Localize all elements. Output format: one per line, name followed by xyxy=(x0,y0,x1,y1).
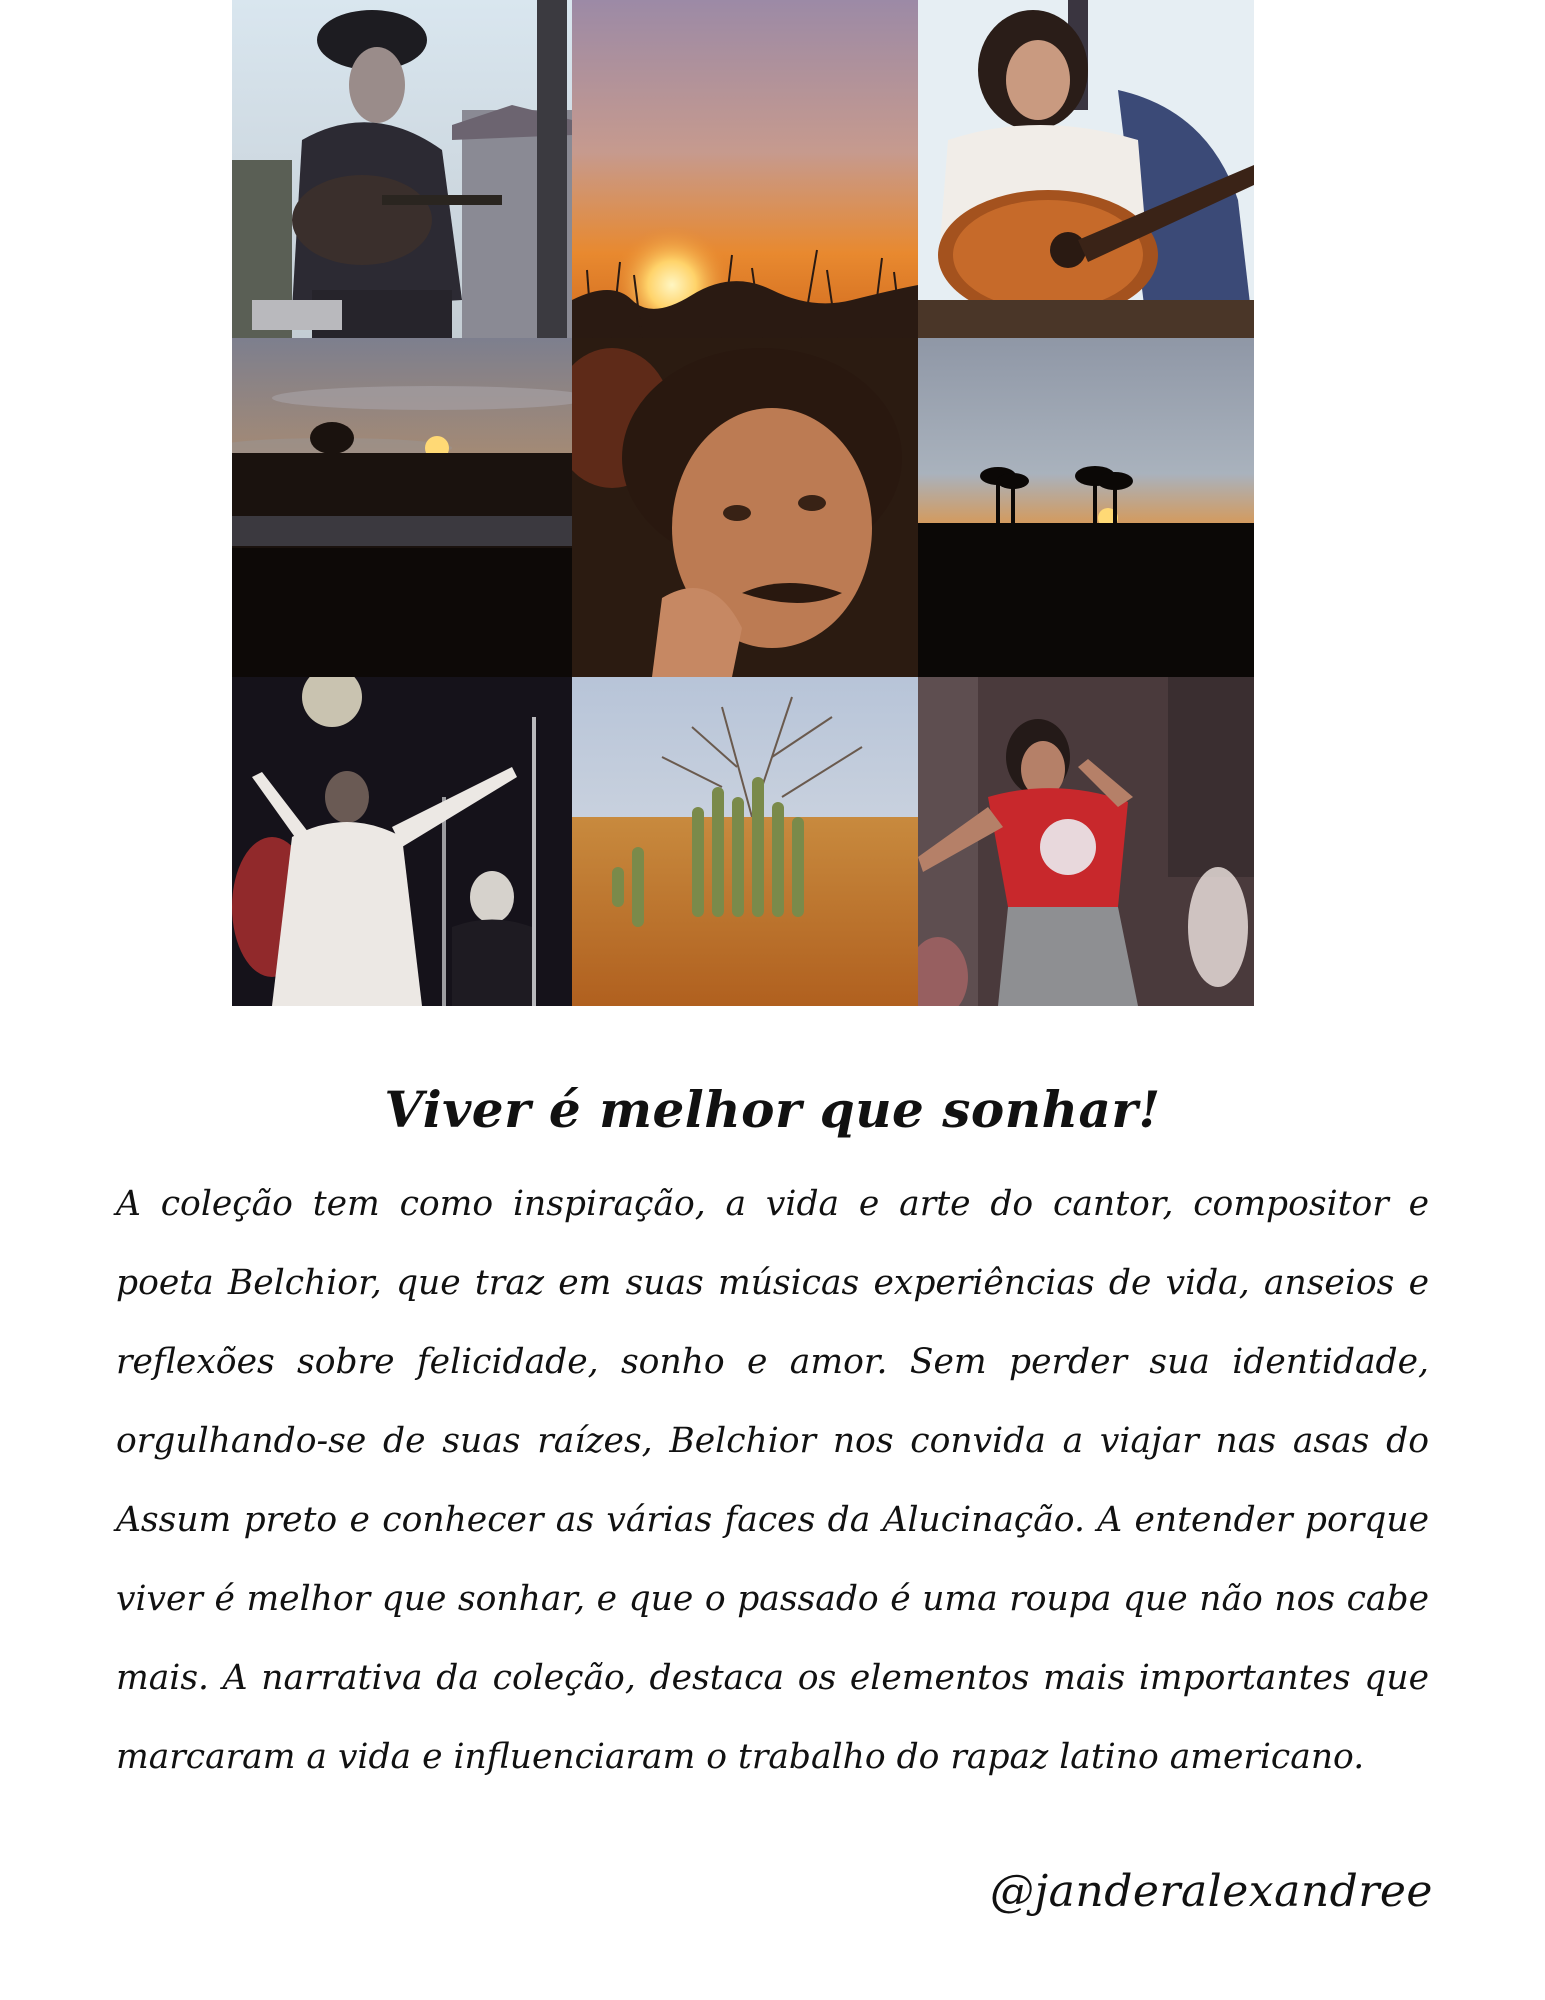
photo-sunset-palms xyxy=(918,338,1254,677)
photo-sunset-grass xyxy=(572,0,918,338)
photo-singer-red-shirt xyxy=(918,677,1254,1006)
photo-stage-performance xyxy=(232,677,572,1006)
photo-musician-portrait xyxy=(572,338,918,677)
photo-musician-guitar-denim xyxy=(918,0,1254,338)
collection-description: A coleção tem como inspiração, a vida e arte do cantor, compositor e poeta Belchior, que traz em suas músicas experiências de vida, anseios e reflexões sobre felicidade, sonho e amor. Sem perder sua identidade, orgulhando-se de suas raízes, Belchior nos convida a viajar nas asas do Assum preto e conhecer as várias faces da Alucinação. A entender porque viver é melhor que sonhar, e que o passado é uma roupa que não nos cabe mais. A narrativa da coleção, destaca os elementos mais importantes que marcaram a vida e influenciaram o trabalho do rapaz latino americano. xyxy=(116,1184,1429,1777)
collection-title: Viver é melhor que sonhar! xyxy=(384,1080,1161,1139)
author-handle: @janderalexandree xyxy=(990,1866,1433,1917)
photo-musician-hat-guitar xyxy=(232,0,572,338)
photo-sunset-lake xyxy=(232,338,572,677)
photo-mosaic xyxy=(232,0,1254,1006)
photo-cactus-landscape xyxy=(572,677,918,1006)
